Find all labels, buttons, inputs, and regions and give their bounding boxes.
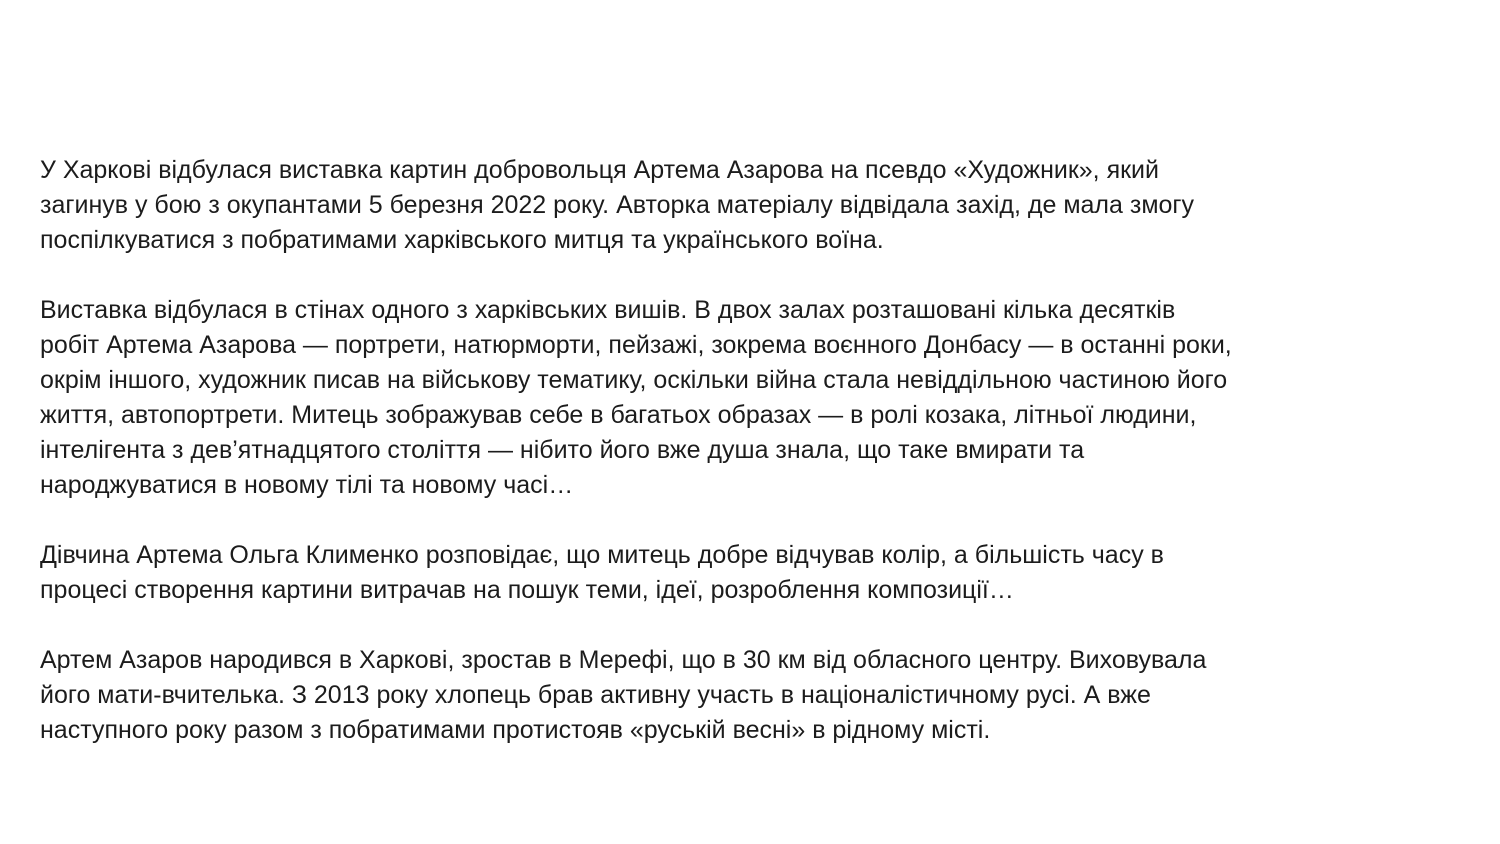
text-line: Артем Азаров народився в Харкові, зростав в Мерефі, що в 30 км від обласного центру. Виховувала (40, 646, 1207, 674)
text-line: загинув у бою з окупантами 5 березня 2022 року. Авторка матеріалу відвідала захід, де мала змогу (40, 191, 1195, 219)
text-line: У Харкові відбулася виставка картин добровольця Артема Азарова на псевдо «Художник», який (40, 156, 1159, 184)
text-line: його мати-вчителька. З 2013 року хлопець брав активну участь в націоналістичному русі. А вже (40, 681, 1151, 709)
paragraph-exhibition-intro (40, 153, 1460, 258)
text-line: Дівчина Артема Ольга Клименко розповідає, що митець добре відчував колір, а більшість часу в (40, 541, 1164, 569)
paragraph-biography (40, 643, 1460, 748)
paragraph-exhibition-details (40, 293, 1460, 503)
article-body (40, 153, 1460, 783)
text-line: поспілкуватися з побратимами харківського митця та українського воїна. (40, 226, 884, 254)
paragraph-olga-quote (40, 538, 1460, 608)
text-line: наступного року разом з побратимами протистояв «руській весні» в рідному місті. (40, 716, 991, 744)
text-line: робіт Артема Азарова — портрети, натюрморти, пейзажі, зокрема воєнного Донбасу — в останні роки, (40, 331, 1232, 359)
text-line: процесі створення картини витрачав на пошук теми, ідеї, розроблення композиції… (40, 576, 1014, 604)
text-line: інтелігента з дев’ятнадцятого століття — нібито його вже душа знала, що таке вмирати та (40, 436, 1085, 464)
text-line: життя, автопортрети. Митець зображував себе в багатьох образах — в ролі козака, літньої людини, (40, 401, 1197, 429)
text-line: Виставка відбулася в стінах одного з харківських вишів. В двох залах розташовані кілька десятків (40, 296, 1176, 324)
text-line: народжуватися в новому тілі та новому часі… (40, 471, 574, 499)
text-line: окрім іншого, художник писав на військову тематику, оскільки війна стала невіддільною частиною його (40, 366, 1228, 394)
